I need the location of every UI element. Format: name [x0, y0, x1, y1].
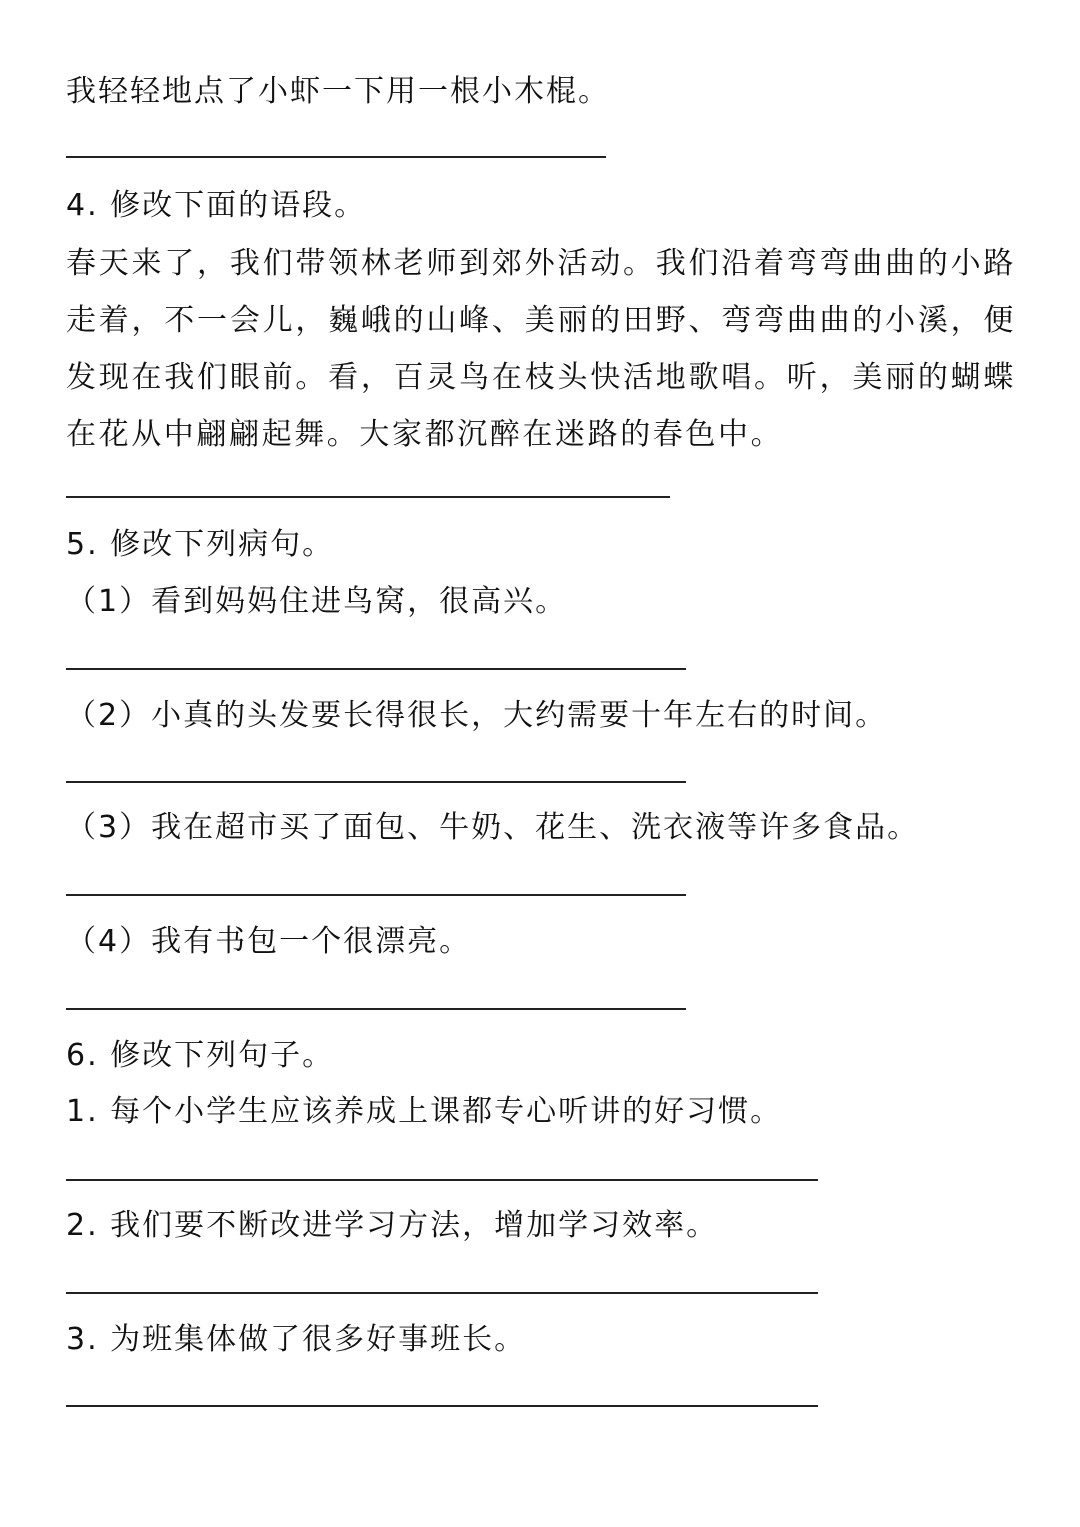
answer-blank — [66, 1179, 818, 1181]
q6-item-3: 3. 为班集体做了很多好事班长。 — [66, 1322, 527, 1357]
top-sentence: 我轻轻地点了小虾一下用一根小木棍。 — [66, 74, 610, 109]
answer-blank — [66, 781, 686, 783]
q4-title: 4. 修改下面的语段。 — [66, 188, 367, 223]
q5-item-4: （4）我有书包一个很漂亮。 — [66, 924, 472, 959]
q5-item-2: （2）小真的头发要长得很长，大约需要十年左右的时间。 — [66, 698, 888, 733]
answer-blank — [66, 668, 686, 670]
answer-blank — [66, 156, 606, 158]
q6-item-1: 1. 每个小学生应该养成上课都专心听讲的好习惯。 — [66, 1094, 783, 1129]
answer-blank — [66, 1405, 818, 1407]
q6-title: 6. 修改下列句子。 — [66, 1038, 335, 1073]
q5-item-1: （1）看到妈妈住进鸟窝，很高兴。 — [66, 584, 568, 619]
q6-item-2: 2. 我们要不断改进学习方法，增加学习效率。 — [66, 1208, 719, 1243]
answer-blank — [66, 1292, 818, 1294]
q5-title: 5. 修改下列病句。 — [66, 527, 335, 562]
q4-paragraph: 春天来了，我们带领林老师到郊外活动。我们沿着弯弯曲曲的小路走着，不一会儿，巍峨的山峰、美丽的田野、弯弯曲曲的小溪，便发现在我们眼前。看，百灵鸟在枝头快活地歌唱。听，美丽的蝴蝶在花从中翩翩起舞。大家都沉醉在迷路的春色中。 — [66, 246, 1016, 452]
q5-item-3: （3）我在超市买了面包、牛奶、花生、洗衣液等许多食品。 — [66, 810, 920, 845]
answer-blank — [66, 496, 670, 498]
answer-blank — [66, 1008, 686, 1010]
answer-blank — [66, 894, 686, 896]
